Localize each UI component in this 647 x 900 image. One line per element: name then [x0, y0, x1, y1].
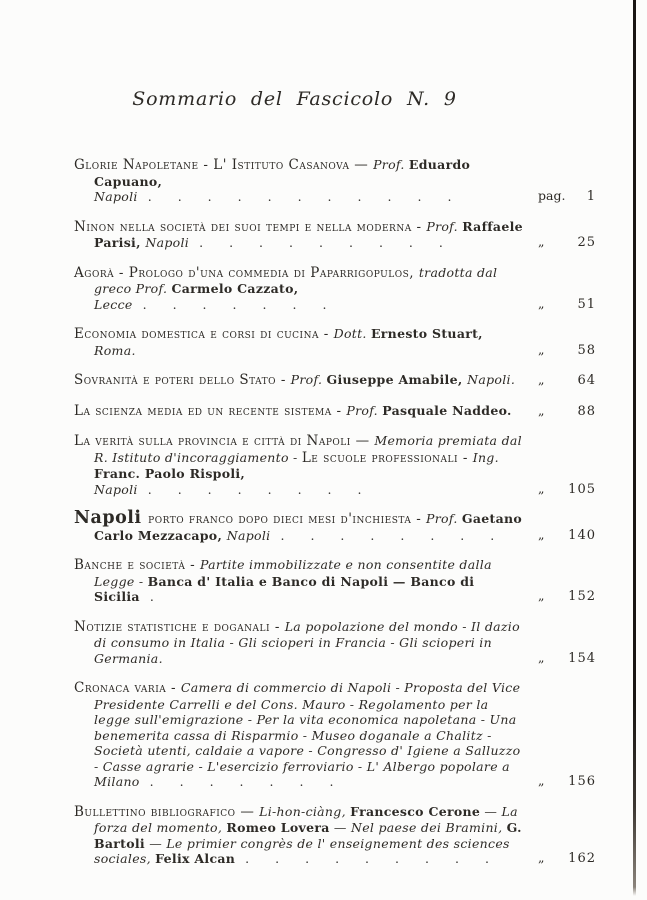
- entry-segment: Francesco Cerone: [350, 803, 481, 819]
- entry-segment: Ernesto Stuart,: [370, 326, 483, 341]
- page-ref-prefix: „: [538, 850, 545, 865]
- entry-segment: Economia domestica e corsi di cucina -: [74, 326, 334, 342]
- toc-entry: [74, 219, 596, 251]
- entry-segment: Prof.: [426, 218, 463, 234]
- page-number: 88: [577, 403, 596, 419]
- page-number: 64: [577, 373, 596, 388]
- entry-segment: Memoria premiata dal R. Istituto d'incoraggiamento -: [94, 433, 522, 465]
- entry-segment: Raffaele Parisi,: [94, 218, 523, 250]
- page-title: Sommario del Fascicolo N. 9: [132, 88, 457, 110]
- page-ref-prefix: „: [538, 480, 545, 496]
- entry-segment: Prof.: [290, 372, 327, 387]
- entry-segment: Napoli: [74, 508, 149, 528]
- dot-leader: .......: [142, 296, 353, 312]
- entry-segment: Ninon nella società dei suoi tempi e nella moderna -: [74, 218, 427, 235]
- dot-leader: .........: [199, 235, 469, 250]
- page-ref: [538, 403, 596, 420]
- page-number: 154: [568, 650, 596, 666]
- entry-segment: Agorà - Prologo d'una commedia di Paparrigopulos,: [74, 264, 419, 281]
- entry-segment: Le scuole professionali -: [301, 449, 473, 466]
- page-number: 25: [577, 235, 596, 250]
- entry-segment: Franc. Paolo Rispoli,: [94, 466, 246, 481]
- entry-segment: Prof.: [346, 402, 383, 418]
- entry-segment: Glorie Napoletane - L' Istituto Casanova —: [74, 157, 374, 173]
- entry-segment: Napoli: [94, 481, 138, 497]
- entry-segment: La scienza media ed un recente sistema -: [74, 402, 347, 419]
- page-ref: [538, 188, 596, 205]
- toc-entry: [74, 157, 596, 205]
- page-ref: [538, 234, 596, 251]
- page-ref-prefix: „: [538, 773, 545, 788]
- page-number: 105: [568, 481, 596, 497]
- toc-entry: [74, 372, 596, 389]
- entry-segment: Napoli: [145, 235, 190, 250]
- entry-segment: Romeo Lovera: [226, 820, 330, 835]
- book-binding-line: [633, 0, 636, 896]
- dot-leader: ...........: [147, 189, 478, 204]
- page-ref: [538, 527, 596, 544]
- entry-segment: Felix Alcan: [155, 851, 236, 866]
- page-number: 58: [577, 342, 596, 358]
- page-ref-prefix: pag.: [538, 188, 566, 203]
- entry-segment: — Le primier congrès de l' enseignement des sciences sociales,: [94, 835, 510, 866]
- entry-segment: Ing.: [472, 449, 499, 465]
- entry-segment: La popolazione del mondo - Il dazio di consumo in Italia - Gli scioperi in Francia - Gli scioperi in Germania.: [94, 618, 520, 666]
- page-number: 1: [586, 189, 596, 204]
- page-ref-prefix: „: [538, 372, 545, 387]
- entry-segment: Eduardo Capuano,: [94, 157, 471, 189]
- entry-segment: Napoli: [226, 527, 271, 543]
- entry-segment: porto franco dopo dieci mesi d'inchiesta -: [148, 511, 427, 527]
- dot-leader: .........: [245, 851, 515, 866]
- entry-segment: Sovranità e poteri dello Stato -: [74, 372, 291, 388]
- toc-entry: [74, 326, 596, 358]
- page-ref: [538, 342, 596, 359]
- page-number: 156: [568, 774, 596, 789]
- entry-segment: Napoli.: [467, 372, 516, 387]
- entry-segment: Camera di commercio di Napoli - Proposta del Vice Presidente Carrelli e del Cons. Mauro - Regolamento per la legge sull'emigrazione - Per la vita economica napoletana - Una benemerita cassa di Risparmio - Museo doganale a Chalitz - Società utenti, caldaie a vapore - Congresso d' Igiene a Salluzzo - Casse agrarie - L'esercizio ferroviario - L' Albergo popolare a Milano: [94, 680, 521, 789]
- entry-segment: Partite immobilizzate e non consentite dalla Legge -: [94, 557, 492, 589]
- toc-entry: [74, 265, 596, 313]
- page-ref: [538, 588, 596, 605]
- entry-segment: Bullettino bibliografico —: [74, 803, 260, 820]
- page-ref-prefix: „: [538, 295, 545, 311]
- entry-segment: Carmelo Cazzato,: [171, 281, 299, 296]
- entry-segment: — Nel paese dei Bramini,: [329, 820, 507, 835]
- entry-segment: — La forza del momento,: [94, 803, 518, 835]
- toc-entry: [74, 433, 596, 497]
- dot-leader: .: [149, 589, 180, 604]
- entry-segment: La verità sulla provincia e città di Napoli —: [74, 433, 375, 449]
- toc-entry: [74, 804, 596, 867]
- page-ref-prefix: „: [538, 341, 545, 357]
- page-ref-prefix: „: [538, 234, 545, 249]
- toc-entry: [74, 619, 596, 667]
- page-ref-prefix: „: [538, 402, 545, 418]
- page-ref: [538, 372, 596, 389]
- entry-segment: Lecce: [94, 296, 133, 312]
- entry-segment: Prof.: [373, 157, 409, 172]
- dot-leader: .......: [149, 774, 360, 789]
- page-ref-prefix: „: [538, 526, 545, 542]
- dot-leader: ........: [147, 481, 388, 497]
- page-ref: [538, 481, 596, 498]
- entry-segment: Gaetano Carlo Mezzacapo,: [94, 511, 523, 543]
- page-number: 140: [568, 527, 596, 543]
- page-ref-prefix: „: [538, 588, 545, 603]
- entry-segment: Cronaca varia -: [74, 680, 181, 696]
- entry-segment: Giuseppe Amabile,: [326, 372, 468, 387]
- entry-segment: Roma.: [94, 342, 136, 358]
- page-ref: [538, 296, 596, 313]
- entry-segment: Banche e società -: [74, 557, 200, 573]
- toc-entry: [74, 557, 596, 605]
- toc-entries: [74, 157, 596, 867]
- page-ref: [538, 773, 596, 790]
- toc-entry: [74, 680, 596, 790]
- dot-leader: ........: [280, 527, 521, 543]
- entry-segment: Banca d' Italia e Banco di Napoli — Banco di Sicilia: [94, 573, 475, 604]
- entry-segment: G. Bartoli: [94, 820, 522, 851]
- page-ref: [538, 650, 596, 667]
- entry-segment: Notizie statistiche e doganali -: [74, 618, 285, 635]
- entry-segment: tradotta dal greco Prof.: [94, 264, 498, 296]
- page-number: 51: [577, 296, 596, 312]
- page-number: 162: [568, 851, 596, 866]
- entry-segment: Dott.: [333, 326, 371, 341]
- toc-entry: [74, 508, 596, 543]
- toc-entry: [74, 403, 596, 420]
- entry-segment: Li-hon-ciàng,: [259, 803, 351, 819]
- entry-segment: Napoli: [94, 189, 138, 204]
- page-ref: [538, 850, 596, 867]
- page-ref-prefix: „: [538, 649, 545, 665]
- entry-segment: Prof.: [426, 511, 462, 526]
- page-number: 152: [568, 589, 596, 604]
- entry-segment: Pasquale Naddeo.: [382, 402, 512, 418]
